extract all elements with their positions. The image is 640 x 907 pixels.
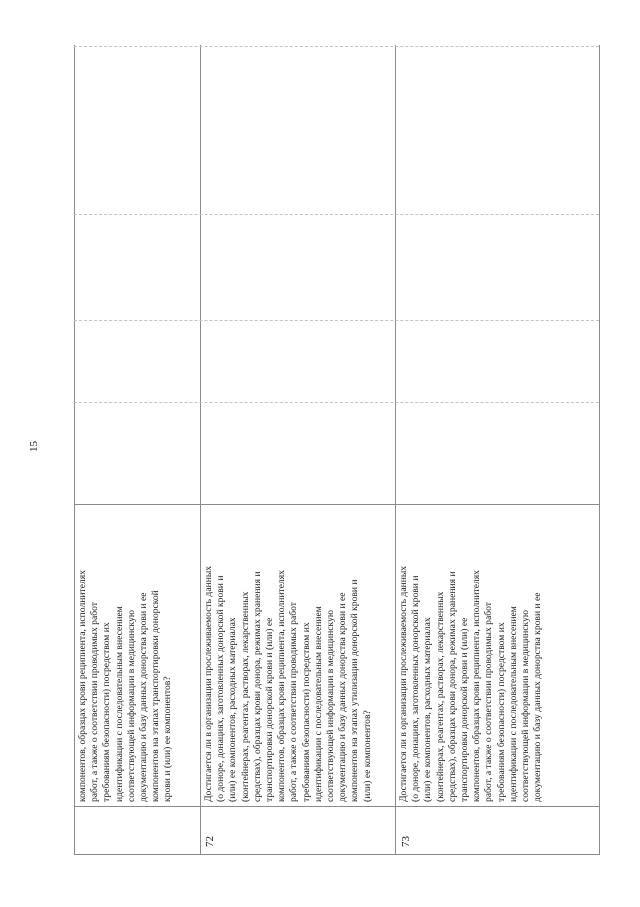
table-rule-row-73 bbox=[395, 45, 396, 855]
table-rule-top bbox=[74, 45, 75, 855]
row-number: 73 bbox=[400, 836, 412, 847]
row-question-text: Достигается ли в организации прослеживаемость данных (о доноре, донациях, заготовленных донорской крови и (или) ее компонентов, расходных материалах (контейнерах, реагентах, растворах, лекарственных средствах), образцах крови донора, режимах хранения и транспортировки донорской крови и (или) ее компонентов, образцах крови реципиента, исполнителях работ, а также о соответствии проводимых работ требованиям безопасности) посредством их идентификации с последовательным внесением соответствующей информации в медицинскую документацию и базу данных донорства крови и ее bbox=[398, 565, 544, 802]
checklist-table bbox=[72, 45, 602, 855]
table-col-answer-a bbox=[74, 402, 599, 403]
row-number: 72 bbox=[204, 836, 216, 847]
page-number: 15 bbox=[28, 441, 40, 452]
table-rule-row-72 bbox=[200, 45, 201, 855]
table-rule-bottom bbox=[599, 45, 600, 855]
table-col-answer-c bbox=[74, 214, 599, 215]
table-col-answer-b bbox=[74, 320, 599, 321]
table-col-number bbox=[74, 806, 599, 807]
table-col-right-edge bbox=[74, 46, 599, 47]
table-col-left-edge bbox=[74, 854, 599, 855]
table-col-question bbox=[74, 504, 599, 505]
row-question-text: компонентов, образцах крови реципиента, исполнителях работ, а также о соответствии проводимых работ требованиям безопасности) посредством их идентификации с последовательным внесением соответствующей информации в медицинскую документацию и базу данных донорства крови и ее компонентов на этапах транспортировки донорской крови и (или) ее компонентов? bbox=[77, 570, 174, 802]
row-question-text: Достигается ли в организации прослеживаемость данных (о доноре, донациях, заготовленных донорской крови и (или) ее компонентов, расходных материалах (контейнерах, реагентах, растворах, лекарственных средствах), образцах крови донора, режимах хранения и транспортировки донорской крови и (или) ее компонентов, образцах крови реципиента, исполнителях работ, а также о соответствии проводимых работ требованиям безопасности) посредством их идентификации с последовательным внесением соответствующей информации в медицинскую документацию и базу данных донорства крови и ее компонентов на этапах утилизации донорской крови и (или) ее компонентов? bbox=[203, 565, 373, 802]
